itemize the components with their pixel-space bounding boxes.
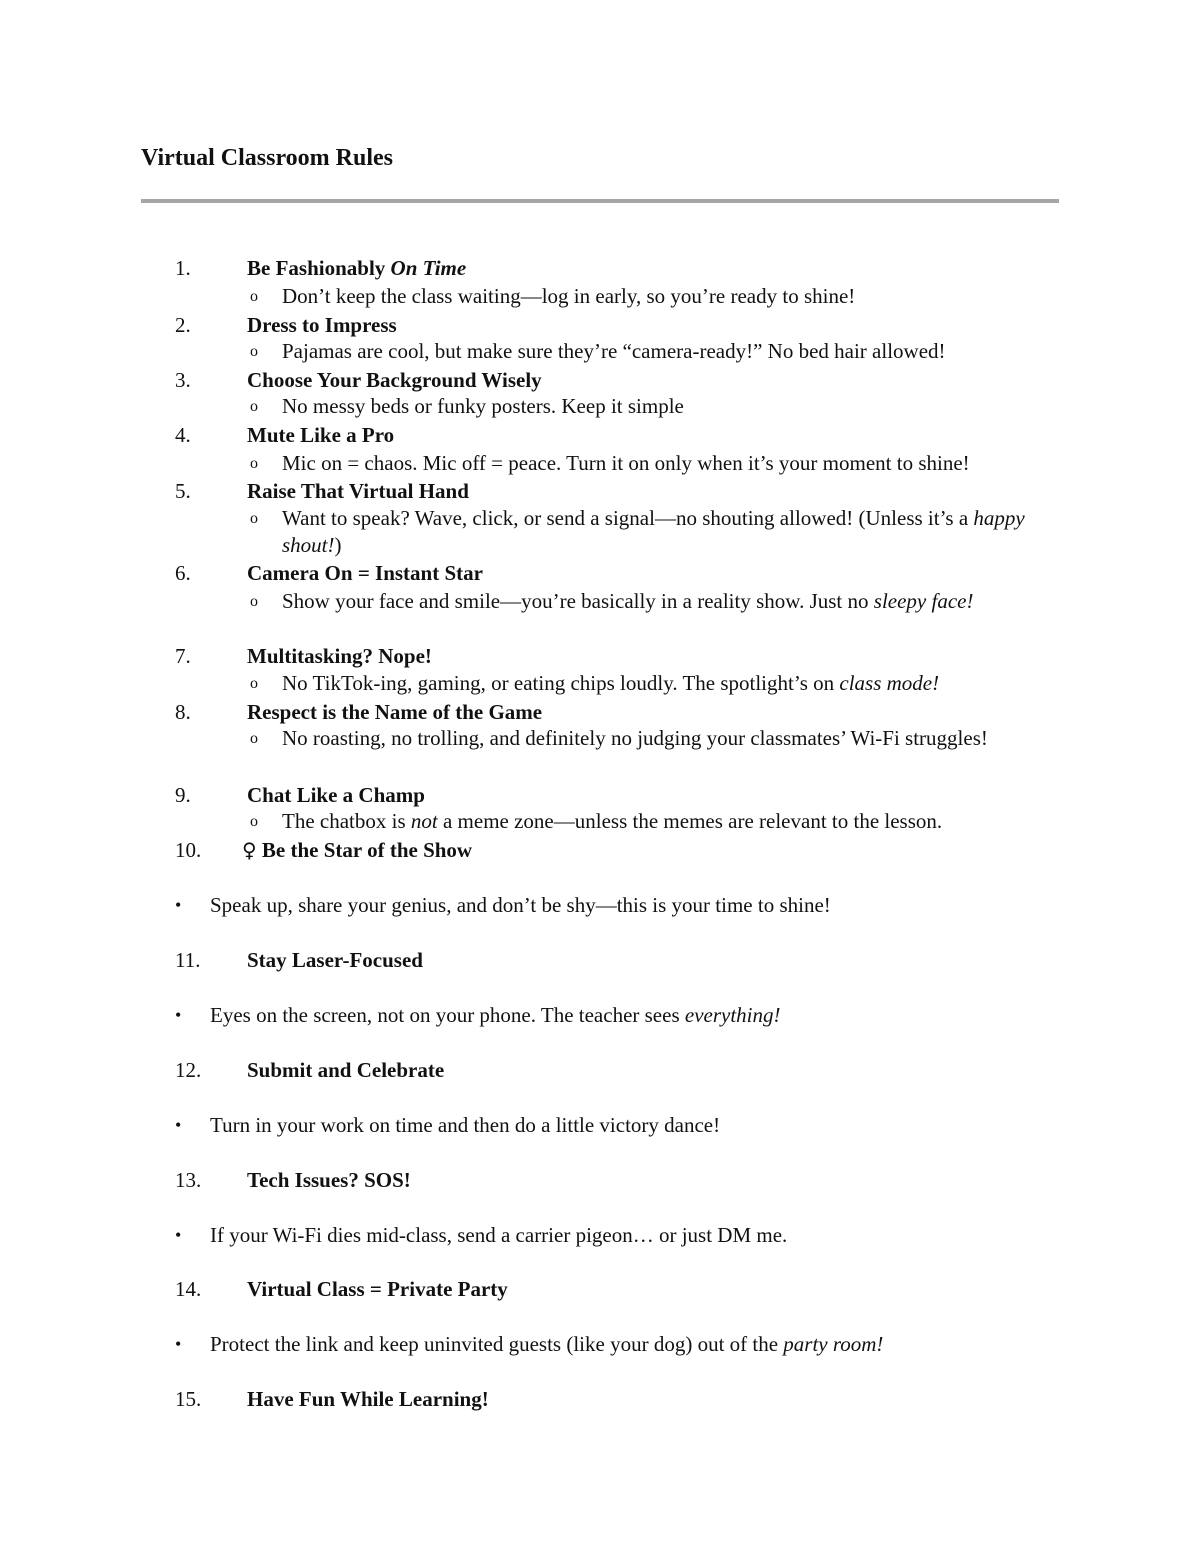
sub-bullet-marker: o xyxy=(250,813,258,830)
rule-heading: Tech Issues? SOS! xyxy=(247,1168,411,1192)
rule-number: 2. xyxy=(175,313,191,337)
sub-bullet-marker: o xyxy=(250,398,258,415)
rule-description: Pajamas are cool, but make sure they’re “camera-ready!” No bed hair allowed! xyxy=(282,339,946,363)
sub-bullet-marker: o xyxy=(250,593,258,610)
rule-description: No messy beds or funky posters. Keep it simple xyxy=(282,394,684,418)
rule-heading: Multitasking? Nope! xyxy=(247,644,432,668)
rule-heading: Virtual Class = Private Party xyxy=(247,1277,508,1301)
title-divider xyxy=(141,199,1059,203)
rule-heading: Camera On = Instant Star xyxy=(247,561,483,585)
sub-bullet-marker: o xyxy=(250,510,258,527)
rule-description: Eyes on the screen, not on your phone. The teacher sees everything! xyxy=(210,1003,781,1027)
rule-number: 9. xyxy=(175,783,191,807)
rule-heading: Mute Like a Pro xyxy=(247,423,395,447)
rule-number: 6. xyxy=(175,561,191,585)
rule-heading: Submit and Celebrate xyxy=(247,1058,445,1082)
rule-description-emphasis: not xyxy=(410,809,438,833)
sub-bullet-marker: o xyxy=(250,730,258,747)
bullet-marker: • xyxy=(175,895,182,915)
rule-heading: Chat Like a Champ xyxy=(247,783,425,807)
rule-number: 10. xyxy=(175,838,202,862)
rule-number: 13. xyxy=(175,1168,202,1192)
rule-heading: Be Fashionably On Time xyxy=(247,256,467,280)
rule-description: Show your face and smile—you’re basically in a reality show. Just no sleepy face! xyxy=(282,589,974,613)
rule-heading: Choose Your Background Wisely xyxy=(247,368,542,392)
rule-number: 3. xyxy=(175,368,191,392)
rule-description: Mic on = chaos. Mic off = peace. Turn it on only when it’s your moment to shine! xyxy=(282,451,970,475)
rule-number: 12. xyxy=(175,1058,202,1082)
rule-description: Turn in your work on time and then do a little victory dance! xyxy=(210,1113,721,1137)
rule-heading: Stay Laser-Focused xyxy=(247,948,423,972)
bullet-marker: • xyxy=(175,1334,182,1354)
rule-number: 11. xyxy=(175,948,201,972)
rule-heading: Raise That Virtual Hand xyxy=(247,479,469,503)
rule-description: Want to speak? Wave, click, or send a signal—no shouting allowed! (Unless it’s a happy shout!) xyxy=(282,506,1025,557)
sub-bullet-marker: o xyxy=(250,675,258,692)
rule-description-emphasis: happy shout! xyxy=(282,506,1025,557)
rule-description-emphasis: class mode! xyxy=(839,671,940,695)
rule-description-emphasis: sleepy face! xyxy=(873,589,974,613)
rule-heading: ♀ Be the Star of the Show xyxy=(242,838,473,862)
rule-number: 15. xyxy=(175,1387,202,1411)
bullet-marker: • xyxy=(175,1115,182,1135)
bullet-marker: • xyxy=(175,1225,182,1245)
rule-number: 1. xyxy=(175,256,191,280)
rule-heading-emphasis: On Time xyxy=(390,256,467,280)
rule-description-emphasis: everything! xyxy=(684,1003,781,1027)
rule-description-emphasis: party room! xyxy=(783,1332,884,1356)
sub-bullet-marker: o xyxy=(250,455,258,472)
rule-description: Speak up, share your genius, and don’t be shy—this is your time to shine! xyxy=(210,893,831,917)
female-sign-icon: ♀ xyxy=(242,838,257,862)
rule-number: 14. xyxy=(175,1277,202,1301)
rule-description: The chatbox is not a meme zone—unless the memes are relevant to the lesson. xyxy=(282,809,943,833)
rule-description: If your Wi-Fi dies mid-class, send a carrier pigeon… or just DM me. xyxy=(210,1223,788,1247)
rule-heading: Respect is the Name of the Game xyxy=(247,700,543,724)
rule-description: Don’t keep the class waiting—log in early, so you’re ready to shine! xyxy=(282,284,856,308)
rule-description: No roasting, no trolling, and definitely no judging your classmates’ Wi-Fi struggles! xyxy=(282,726,988,750)
page-title: Virtual Classroom Rules xyxy=(141,145,393,171)
rule-number: 8. xyxy=(175,700,191,724)
rule-description: Protect the link and keep uninvited guests (like your dog) out of the party room! xyxy=(210,1332,884,1356)
rule-number: 4. xyxy=(175,423,191,447)
sub-bullet-marker: o xyxy=(250,343,258,360)
bullet-marker: • xyxy=(175,1005,182,1025)
rule-heading: Have Fun While Learning! xyxy=(247,1387,489,1411)
sub-bullet-marker: o xyxy=(250,288,258,305)
rule-description: No TikTok-ing, gaming, or eating chips loudly. The spotlight’s on class mode! xyxy=(282,671,940,695)
rule-number: 7. xyxy=(175,644,191,668)
rule-number: 5. xyxy=(175,479,191,503)
rule-heading: Dress to Impress xyxy=(247,313,397,337)
